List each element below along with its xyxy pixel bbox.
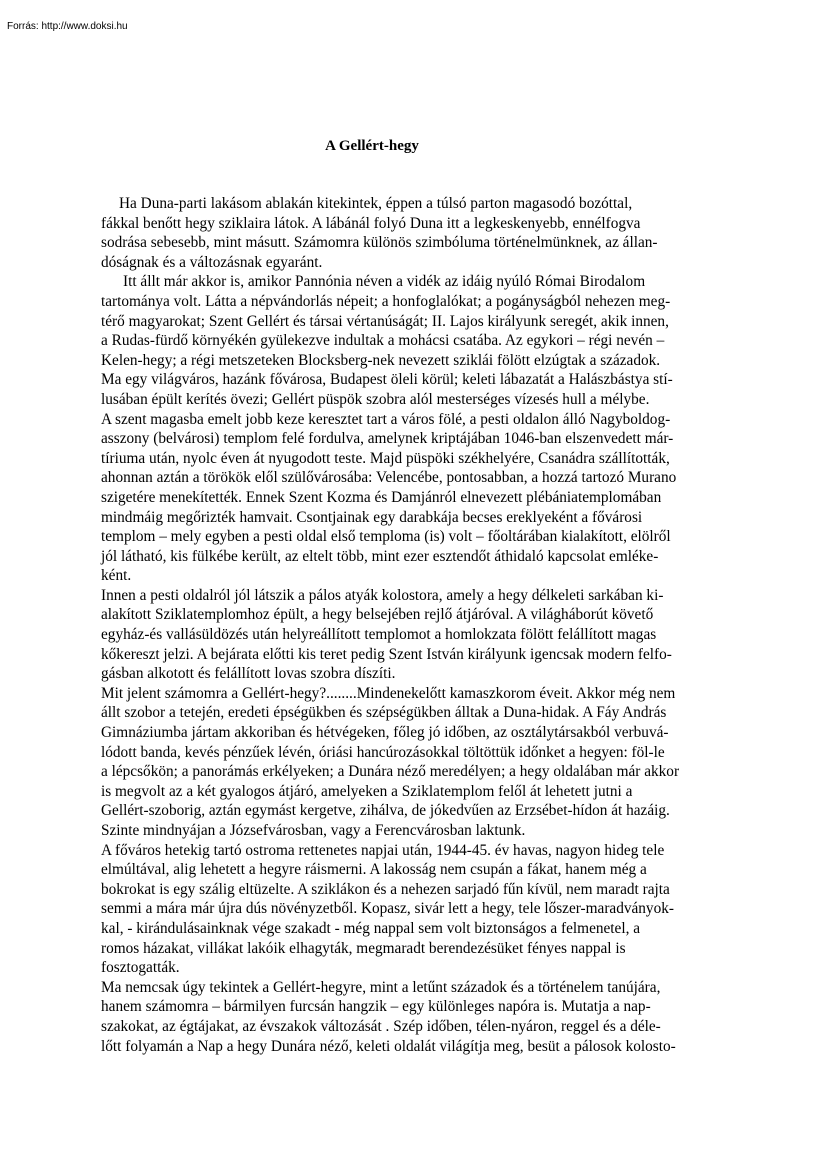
text-line: állt szobor a tetején, eredeti épségükben és szépségükben álltak a Duna-hidak. A Fáy András: [101, 704, 667, 722]
text-line: gásban alkotott és felállított lovas szobra díszíti.: [101, 665, 396, 683]
text-line: templom – mely egyben a pesti oldal első temploma (is) volt – főoltárában kialakított, elölről: [101, 528, 671, 546]
text-line: ként.: [101, 567, 132, 585]
body-text: [101, 194, 741, 1076]
text-line: Mit jelent számomra a Gellért-hegy?........Mindenekelőtt kamaszkorom éveit. Akkor még nem: [101, 684, 676, 702]
text-line: Szinte mindnyájan a Józsefvárosban, vagy a Ferencvárosban laktunk.: [101, 822, 526, 839]
text-line: tartománya volt. Látta a népvándorlás népeit; a honfoglalókat; a pogányságból nehezen meg-: [101, 292, 671, 310]
text-line: ahonnan aztán a törökök elől szülővárosába: Velencébe, pontosabban, a hozzá tartozó Murano: [101, 469, 677, 487]
page-title: A Gellért-hegy: [325, 138, 419, 154]
text-line: Ha Duna-parti lakásom ablakán kitekintek, éppen a túlsó parton magasodó bozóttal,: [119, 195, 633, 212]
text-line: sodrása sebesebb, mint másutt. Számomra különös szimbóluma történelmünknek, az állan-: [101, 234, 658, 252]
text-line: asszony (belvárosi) templom felé fordulva, amelynek kriptájában 1046-ban elszenvedett már-: [101, 430, 674, 448]
text-line: elmúltával, alig lehetett a hegyre ráismerni. A lakosság nem csupán a fákat, hanem még a: [101, 861, 647, 879]
text-line: is megvolt az a két gyalogos átjáró, amelyeken a Sziklatemplom felől át lehetett jutni a: [101, 782, 633, 800]
text-line: Kelen-hegy; a régi metszeteken Blocksberg-nek nevezett sziklái fölött elzúgtak a századok.: [101, 351, 661, 369]
text-line: Gellért-szoborig, aztán egymást kergetve, zihálva, de jókedvűen az Erzsébet-hídon át hazáig.: [101, 802, 670, 820]
text-line: alakított Sziklatemplomhoz épült, a hegy belsejében rejlő átjáróval. A világháborút követő: [101, 606, 654, 624]
text-line: lusában épült kerítés övezi; Gellért püspök szobra alól mesterséges vízesés hull a mélybe.: [101, 390, 650, 408]
text-line: fákkal benőtt hegy sziklaira látok. A lábánál folyó Duna itt a legkeskenyebb, ennélfogva: [101, 214, 641, 232]
text-line: Ma nemcsak úgy tekintek a Gellért-hegyre, mint a letűnt századok és a történelem tanújára,: [101, 978, 661, 996]
text-line: A főváros hetekig tartó ostroma rettenetes napjai után, 1944-45. év havas, nagyon hideg tele: [101, 841, 665, 859]
text-line: Gimnáziumba jártam akkoriban és hétvégeken, főleg jó időben, az osztálytársakból verbuvá-: [101, 724, 669, 742]
text-line: lódott banda, kevés pénzűek lévén, óriási hancúrozásokkal töltöttük időnket a hegyen: föl-le: [101, 743, 665, 761]
text-line: dóságnak és a változásnak egyaránt.: [101, 253, 323, 271]
text-line: szakokat, az égtájakat, az évszakok változását . Szép időben, télen-nyáron, reggel és a déle-: [101, 1017, 661, 1035]
text-line: térő magyarokat; Szent Gellért és társai vértanúságát; II. Lajos királyunk seregét, akik innen,: [101, 312, 669, 330]
text-line: tíriuma után, nyolc éven át nyugodott teste. Majd püspöki székhelyére, Csanádra szállították,: [101, 449, 670, 467]
text-line: romos házakat, villákat lakóik elhagyták, megmaradt berendezésüket fényes nappal is: [101, 939, 626, 957]
text-line: lőtt folyamán a Nap a hegy Dunára néző, keleti oldalát világítja meg, besüt a pálosok kolosto-: [101, 1037, 676, 1055]
text-line: a lépcsőkön; a panorámás erkélyeken; a Dunára néző meredélyen; a hegy oldalában már akkor: [101, 763, 680, 781]
text-line: semmi a mára már újra dús növényzetből. Kopasz, sivár lett a hegy, tele lőszer-maradványok-: [101, 900, 674, 918]
text-line: bokrokat is egy szálig eltüzelte. A sziklákon és a nehezen sarjadó fűn kívül, nem maradt rajta: [101, 880, 670, 898]
text-line: [101, 1056, 741, 1076]
text-line: fosztogatták.: [101, 959, 180, 977]
text-line: Ma egy világváros, hazánk fővárosa, Budapest öleli körül; keleti lábazatát a Halászbástya stí-: [101, 371, 673, 389]
text-line: Itt állt már akkor is, amikor Pannónia néven a vidék az idáig nyúló Római Birodalom: [123, 273, 646, 291]
text-line: szigetére menekítették. Ennek Szent Kozma és Damjánról elnevezett plébániatemplomában: [101, 488, 662, 506]
text-line: mindmáig megőrizték hamvait. Csontjainak egy darabkája becses ereklyeként a fővárosi: [101, 508, 643, 526]
text-line: A szent magasba emelt jobb keze keresztet tart a város fölé, a pesti oldalon álló Nagyboldog-: [101, 410, 671, 428]
text-line: kőkereszt jelzi. A bejárata előtti kis teret pedig Szent István királyunk igencsak modern felfo-: [101, 645, 672, 663]
text-line: hanem számomra – bármilyen furcsán hangzik – egy különleges napóra is. Mutatja a nap-: [101, 998, 651, 1016]
text-line: jól látható, kis fülkébe került, az eltelt több, mint ezer esztendőt áthidaló kapcsolat emléke-: [101, 547, 659, 565]
source-label: Forrás: http://www.doksi.hu: [7, 21, 128, 32]
text-line: kal, - kirándulásainknak vége szakadt - még nappal sem volt biztonságos a felmenetel, a: [101, 919, 641, 937]
text-line: Innen a pesti oldalról jól látszik a pálos atyák kolostora, amely a hegy délkeleti sarkában ki-: [101, 586, 664, 604]
text-line: a Rudas-fürdő környékén gyülekezve indultak a mohácsi csatába. Az egykori – régi nevén –: [101, 332, 665, 350]
text-line: egyház-és vallásüldözés után helyreállított templomot a homlokzata fölött felállított magas: [101, 626, 657, 644]
